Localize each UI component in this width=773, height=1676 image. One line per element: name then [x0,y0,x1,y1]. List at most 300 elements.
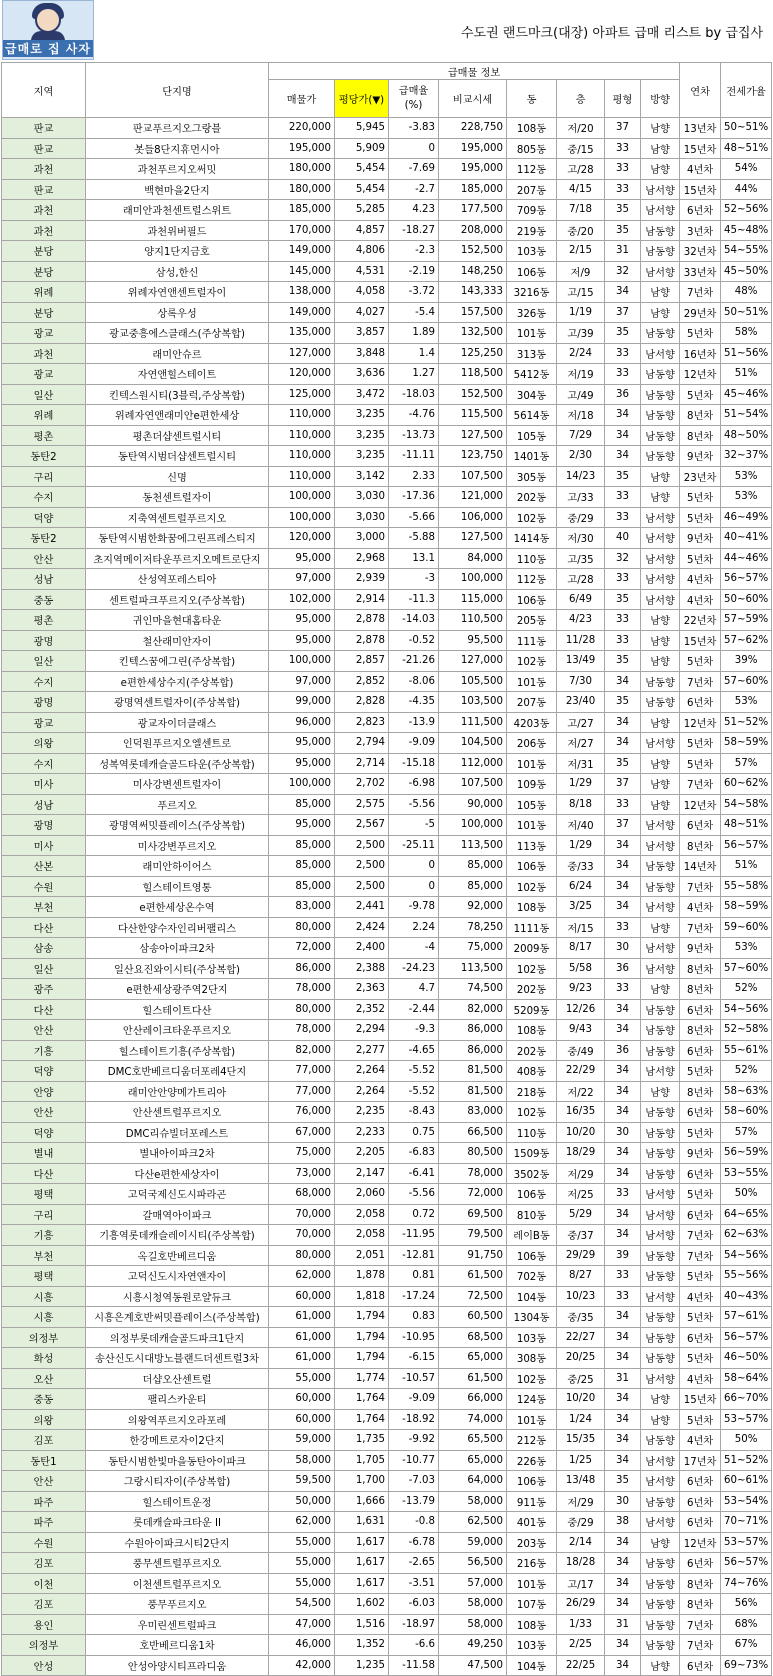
cell-discount-rate: -13.9 [389,712,439,733]
cell-direction: 남향 [641,610,680,631]
cell-price: 110,000 [269,405,335,426]
cell-region: 평택 [2,1184,86,1205]
cell-floor: 9/43 [557,1020,605,1041]
table-row[interactable] [2,261,772,282]
cell-price: 80,000 [269,999,335,1020]
cell-region: 과천 [2,159,86,180]
cell-market-price: 104,500 [439,733,507,754]
table-row[interactable] [2,1471,772,1492]
table-row[interactable] [2,1450,772,1471]
table-row[interactable] [2,958,772,979]
table-row[interactable] [2,200,772,221]
cell-size: 36 [605,384,641,405]
cell-jeonse-ratio: 64~65% [721,1204,772,1225]
cell-floor: 중/37 [557,1225,605,1246]
cell-floor: 1/24 [557,1409,605,1430]
cell-region: 기흥 [2,1040,86,1061]
table-row[interactable] [2,1409,772,1430]
table-row[interactable] [2,794,772,815]
cell-age: 5년차 [680,733,721,754]
col-header-age[interactable]: 연차 [680,63,721,118]
cell-complex: 위례자연앤센트럴자이 [86,282,269,303]
cell-size: 39 [605,1245,641,1266]
cell-building: 102동 [507,1368,557,1389]
cell-price-per-pyeong: 3,472 [335,384,389,405]
cell-floor: 16/35 [557,1102,605,1123]
cell-price-per-pyeong: 2,857 [335,651,389,672]
cell-size: 33 [605,507,641,528]
cell-market-price: 152,500 [439,384,507,405]
table-row[interactable] [2,589,772,610]
table-row[interactable] [2,692,772,713]
cell-market-price: 66,500 [439,1122,507,1143]
table-row[interactable] [2,1512,772,1533]
table-row[interactable] [2,917,772,938]
col-header-complex[interactable]: 단지명 [86,63,269,118]
cell-discount-rate: -5 [389,815,439,836]
cell-size: 33 [605,1286,641,1307]
cell-complex: 삼성,한신 [86,261,269,282]
table-row[interactable] [2,179,772,200]
cell-region: 수원 [2,876,86,897]
table-row[interactable] [2,1163,772,1184]
cell-size: 37 [605,118,641,139]
cell-region: 안산 [2,548,86,569]
cell-jeonse-ratio: 56~57% [721,569,772,590]
cell-discount-rate: -13.73 [389,425,439,446]
cell-size: 34 [605,1225,641,1246]
cell-floor: 6/24 [557,876,605,897]
cell-jeonse-ratio: 70~71% [721,1512,772,1533]
cell-price: 100,000 [269,774,335,795]
cell-market-price: 112,000 [439,753,507,774]
page-header [0,0,773,62]
cell-floor: 저/18 [557,405,605,426]
cell-floor: 저/25 [557,1184,605,1205]
cell-price-per-pyeong: 2,424 [335,917,389,938]
cell-price: 100,000 [269,487,335,508]
cell-discount-rate: -6.78 [389,1532,439,1553]
cell-size: 35 [605,753,641,774]
cell-building: 101동 [507,1409,557,1430]
cell-floor: 22/29 [557,1061,605,1082]
cell-size: 35 [605,466,641,487]
col-header-price[interactable]: 매물가 [269,80,335,118]
cell-building: 112동 [507,569,557,590]
cell-price-per-pyeong: 2,823 [335,712,389,733]
col-header-discount-rate[interactable]: 급매율 (%) [389,80,439,118]
table-row[interactable] [2,138,772,159]
cell-region: 별내 [2,1143,86,1164]
table-row[interactable] [2,815,772,836]
cell-market-price: 69,500 [439,1204,507,1225]
table-row[interactable] [2,1532,772,1553]
table-row[interactable] [2,1573,772,1594]
cell-price: 73,000 [269,1163,335,1184]
cell-price: 149,000 [269,302,335,323]
cell-size: 31 [605,1614,641,1635]
cell-age: 14년차 [680,856,721,877]
table-row[interactable] [2,938,772,959]
cell-building: 1111동 [507,917,557,938]
cell-price: 85,000 [269,876,335,897]
cell-jeonse-ratio: 58~63% [721,1081,772,1102]
cell-jeonse-ratio: 50~51% [721,118,772,139]
cell-floor: 중/29 [557,1512,605,1533]
cell-complex: 래미안하이어스 [86,856,269,877]
cell-price: 110,000 [269,466,335,487]
cell-size: 31 [605,1368,641,1389]
table-row[interactable] [2,1368,772,1389]
cell-building: 203동 [507,1532,557,1553]
cell-market-price: 143,333 [439,282,507,303]
table-row[interactable] [2,282,772,303]
table-row[interactable] [2,856,772,877]
table-row[interactable] [2,569,772,590]
cell-jeonse-ratio: 50~60% [721,589,772,610]
table-row[interactable] [2,487,772,508]
cell-region: 광주 [2,979,86,1000]
table-row[interactable] [2,1430,772,1451]
col-header-price-per-pyeong[interactable]: 평당가(▼) [335,80,389,118]
table-row[interactable] [2,1327,772,1348]
cell-floor: 10/20 [557,1389,605,1410]
cell-market-price: 68,500 [439,1327,507,1348]
cell-region: 광교 [2,712,86,733]
cell-complex: 킨텍스원시티(3블럭,주상복합) [86,384,269,405]
table-row[interactable] [2,897,772,918]
cell-discount-rate: -9.92 [389,1430,439,1451]
cell-direction: 남서향 [641,528,680,549]
table-row[interactable] [2,1286,772,1307]
cell-jeonse-ratio: 44~46% [721,548,772,569]
cell-direction: 남서향 [641,733,680,754]
cell-complex: 옥길호반베르디움 [86,1245,269,1266]
cell-floor: 7/29 [557,425,605,446]
cell-market-price: 195,000 [439,138,507,159]
cell-size: 34 [605,1102,641,1123]
cell-building: 110동 [507,548,557,569]
cell-price-per-pyeong: 2,500 [335,835,389,856]
cell-size: 34 [605,1081,641,1102]
cell-market-price: 86,000 [439,1020,507,1041]
table-row[interactable] [2,610,772,631]
cell-discount-rate: -24.23 [389,958,439,979]
table-row[interactable] [2,323,772,344]
table-row[interactable] [2,835,772,856]
cell-size: 33 [605,630,641,651]
cell-region: 시흥 [2,1286,86,1307]
cell-region: 동탄2 [2,446,86,467]
cell-price: 85,000 [269,835,335,856]
table-row[interactable] [2,712,772,733]
cell-size: 33 [605,794,641,815]
cell-building: 4203동 [507,712,557,733]
cell-building: 109동 [507,774,557,795]
cell-age: 17년차 [680,1450,721,1471]
table-row[interactable] [2,1655,772,1676]
cell-direction: 남향 [641,159,680,180]
cell-direction: 남서향 [641,897,680,918]
cell-age: 12년차 [680,794,721,815]
cell-age: 6년차 [680,1512,721,1533]
cell-floor: 중/20 [557,220,605,241]
cell-direction: 남동향 [641,1327,680,1348]
table-row[interactable] [2,774,772,795]
cell-discount-rate: 2.24 [389,917,439,938]
cell-direction: 남향 [641,917,680,938]
cell-market-price: 62,500 [439,1512,507,1533]
table-row[interactable] [2,1061,772,1082]
cell-jeonse-ratio: 45~50% [721,261,772,282]
cell-building: 326동 [507,302,557,323]
table-row[interactable] [2,1245,772,1266]
table-row[interactable] [2,999,772,1020]
table-row[interactable] [2,1594,772,1615]
cell-region: 파주 [2,1512,86,1533]
cell-direction: 남동향 [641,1102,680,1123]
cell-direction: 남동향 [641,1143,680,1164]
cell-discount-rate: -8.06 [389,671,439,692]
cell-building: 101동 [507,1573,557,1594]
cell-complex: 광교자이더클래스 [86,712,269,733]
cell-complex: 안산센트럴푸르지오 [86,1102,269,1123]
table-row[interactable] [2,1102,772,1123]
table-row[interactable] [2,364,772,385]
cell-complex: 의정부롯데캐슬골드파크1단지 [86,1327,269,1348]
cell-complex: 상록우성 [86,302,269,323]
cell-region: 광명 [2,815,86,836]
table-row[interactable] [2,118,772,139]
cell-price-per-pyeong: 1,516 [335,1614,389,1635]
cell-market-price: 105,500 [439,671,507,692]
col-header-direction[interactable]: 방향 [641,80,680,118]
cell-market-price: 110,500 [439,610,507,631]
cell-building: 1414동 [507,528,557,549]
cell-floor: 고/49 [557,384,605,405]
table-row[interactable] [2,671,772,692]
cell-building: 103동 [507,1635,557,1656]
cell-discount-rate: 4.23 [389,200,439,221]
table-row[interactable] [2,159,772,180]
cell-direction: 남동향 [641,384,680,405]
cell-discount-rate: -11.95 [389,1225,439,1246]
cell-jeonse-ratio: 67% [721,1635,772,1656]
table-row[interactable] [2,630,772,651]
table-row[interactable] [2,1348,772,1369]
cell-jeonse-ratio: 66~70% [721,1389,772,1410]
cell-jeonse-ratio: 56% [721,1594,772,1615]
cell-jeonse-ratio: 40~41% [721,528,772,549]
cell-discount-rate: -2.65 [389,1553,439,1574]
cell-price: 95,000 [269,630,335,651]
cell-floor: 저/29 [557,1163,605,1184]
cell-direction: 남서향 [641,1368,680,1389]
cell-region: 시흥 [2,1307,86,1328]
cell-direction: 남동향 [641,1040,680,1061]
avatar-face-icon [35,7,61,33]
cell-region: 부천 [2,897,86,918]
table-row[interactable] [2,753,772,774]
cell-age: 22년차 [680,610,721,631]
table-row[interactable] [2,302,772,323]
cell-direction: 남서향 [641,589,680,610]
table-row[interactable] [2,1389,772,1410]
cell-jeonse-ratio: 55~56% [721,1266,772,1287]
cell-price-per-pyeong: 2,500 [335,856,389,877]
cell-direction: 남동향 [641,1266,680,1287]
cell-price: 180,000 [269,179,335,200]
table-row[interactable] [2,651,772,672]
table-row[interactable] [2,466,772,487]
cell-size: 33 [605,1266,641,1287]
cell-region: 수지 [2,487,86,508]
cell-jeonse-ratio: 51~56% [721,343,772,364]
table-row[interactable] [2,1040,772,1061]
cell-size: 34 [605,876,641,897]
table-row[interactable] [2,1081,772,1102]
cell-market-price: 64,000 [439,1471,507,1492]
table-row[interactable] [2,1184,772,1205]
col-header-market-price[interactable]: 비교시세 [439,80,507,118]
cell-price: 125,000 [269,384,335,405]
cell-market-price: 79,500 [439,1225,507,1246]
cell-complex: 광명역써밋플레이스(주상복합) [86,815,269,836]
table-row[interactable] [2,405,772,426]
table-row[interactable] [2,1491,772,1512]
table-row[interactable] [2,1143,772,1164]
table-row[interactable] [2,1266,772,1287]
table-row[interactable] [2,241,772,262]
cell-age: 5년차 [680,1409,721,1430]
table-row[interactable] [2,384,772,405]
cell-price: 46,000 [269,1635,335,1656]
cell-discount-rate: 0.81 [389,1266,439,1287]
cell-discount-rate: 4.7 [389,979,439,1000]
cell-building: 124동 [507,1389,557,1410]
table-row[interactable] [2,1307,772,1328]
table-row[interactable] [2,343,772,364]
cell-discount-rate: -9.09 [389,733,439,754]
cell-age: 7년차 [680,1225,721,1246]
cell-region: 안성 [2,1655,86,1676]
cell-region: 동탄1 [2,1450,86,1471]
table-row[interactable] [2,876,772,897]
col-header-floor[interactable]: 층 [557,80,605,118]
cell-complex: 풍무센트럴푸르지오 [86,1553,269,1574]
cell-region: 덕양 [2,1061,86,1082]
cell-size: 34 [605,1143,641,1164]
cell-complex: 고덕신도시자연앤자이 [86,1266,269,1287]
cell-direction: 남동향 [641,1020,680,1041]
cell-jeonse-ratio: 45~46% [721,384,772,405]
cell-size: 34 [605,282,641,303]
table-row[interactable] [2,1122,772,1143]
table-row[interactable] [2,979,772,1000]
cell-age: 15년차 [680,1389,721,1410]
col-header-size[interactable]: 평형 [605,80,641,118]
cell-floor: 8/17 [557,938,605,959]
cell-complex: 과천푸르지오써밋 [86,159,269,180]
cell-price-per-pyeong: 2,794 [335,733,389,754]
cell-jeonse-ratio: 53~57% [721,1532,772,1553]
cell-region: 광교 [2,323,86,344]
cell-size: 34 [605,1553,641,1574]
cell-size: 34 [605,1655,641,1676]
cell-price: 95,000 [269,610,335,631]
col-header-building[interactable]: 동 [507,80,557,118]
cell-jeonse-ratio: 50% [721,1430,772,1451]
table-row[interactable] [2,425,772,446]
cell-floor: 저/31 [557,753,605,774]
cell-complex: 자연앤힐스테이트 [86,364,269,385]
cell-complex: 래미안슈르 [86,343,269,364]
table-row[interactable] [2,528,772,549]
cell-discount-rate: -6.98 [389,774,439,795]
table-row[interactable] [2,446,772,467]
cell-complex: 다산e편한세상자이 [86,1163,269,1184]
cell-market-price: 195,000 [439,159,507,180]
table-row[interactable] [2,1225,772,1246]
cell-size: 34 [605,1327,641,1348]
cell-price: 97,000 [269,671,335,692]
table-row[interactable] [2,1204,772,1225]
cell-jeonse-ratio: 59~60% [721,917,772,938]
cell-market-price: 65,000 [439,1450,507,1471]
cell-age: 8년차 [680,405,721,426]
cell-price: 82,000 [269,1040,335,1061]
cell-age: 5년차 [680,753,721,774]
cell-direction: 남향 [641,1409,680,1430]
table-row[interactable] [2,548,772,569]
cell-size: 33 [605,487,641,508]
table-row[interactable] [2,1020,772,1041]
cell-complex: 시흥시청역동원로얄듀크 [86,1286,269,1307]
cell-price-per-pyeong: 1,774 [335,1368,389,1389]
cell-price-per-pyeong: 1,352 [335,1635,389,1656]
cell-building: 218동 [507,1081,557,1102]
cell-direction: 남향 [641,1532,680,1553]
cell-age: 5년차 [680,1061,721,1082]
table-row[interactable] [2,1553,772,1574]
table-row[interactable] [2,1614,772,1635]
table-row[interactable] [2,220,772,241]
cell-building: 102동 [507,507,557,528]
cell-price: 60,000 [269,1286,335,1307]
cell-age: 5년차 [680,1266,721,1287]
cell-discount-rate: -12.81 [389,1245,439,1266]
cell-region: 덕양 [2,1122,86,1143]
cell-building: 5209동 [507,999,557,1020]
cell-price-per-pyeong: 3,235 [335,405,389,426]
cell-price: 85,000 [269,794,335,815]
table-row[interactable] [2,507,772,528]
col-header-region[interactable]: 지역 [2,63,86,118]
cell-age: 16년차 [680,343,721,364]
cell-jeonse-ratio: 53~54% [721,1491,772,1512]
cell-price: 55,000 [269,1368,335,1389]
cell-floor: 6/49 [557,589,605,610]
cell-size: 35 [605,220,641,241]
table-row[interactable] [2,733,772,754]
cell-jeonse-ratio: 51% [721,364,772,385]
table-row[interactable] [2,1635,772,1656]
cell-price: 120,000 [269,528,335,549]
cell-region: 분당 [2,241,86,262]
cell-region: 기흥 [2,1225,86,1246]
col-header-jeonse-ratio[interactable]: 전세가율 [721,63,772,118]
cell-building: 112동 [507,159,557,180]
